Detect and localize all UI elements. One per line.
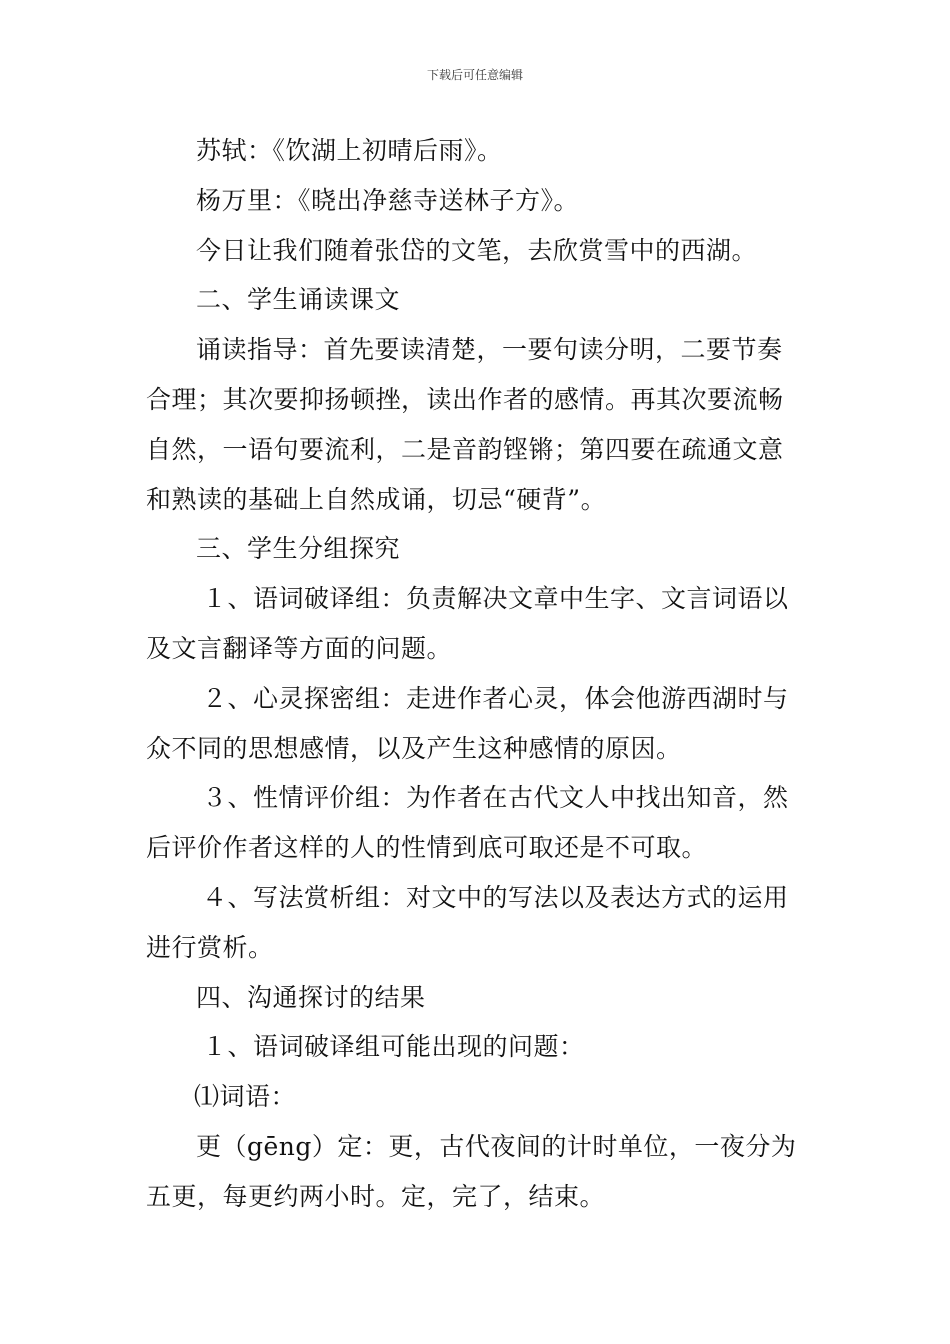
text-line: 更（gēng）定：更，古代夜间的计时单位，一夜分为 bbox=[196, 1131, 797, 1161]
text-line: 杨万里：《晓出净慈寺送林子方》。 bbox=[196, 185, 580, 215]
text-line: 众不同的思想感情，以及产生这种感情的原因。 bbox=[146, 733, 682, 763]
text-line: 诵读指导：首先要读清楚，一要句读分明，二要节奏 bbox=[196, 335, 783, 365]
list-item: ３、性情评价组：为作者在古代文人中找出知音，然 bbox=[202, 783, 789, 813]
document-body bbox=[146, 126, 810, 1222]
list-item: １、语词破译组：负责解决文章中生字、文言词语以 bbox=[202, 584, 789, 614]
list-item: １、语词破译组可能出现的问题： bbox=[202, 1032, 585, 1062]
text-line: 苏轼：《饮湖上初晴后雨》。 bbox=[196, 136, 503, 165]
text-line: 后评价作者这样的人的性情到底可取还是不可取。 bbox=[146, 833, 708, 863]
text-line: 及文言翻译等方面的问题。 bbox=[146, 633, 453, 663]
list-item: ２、心灵探密组：走进作者心灵，体会他游西湖时与 bbox=[202, 683, 789, 713]
section-heading: 三、学生分组探究 bbox=[196, 534, 401, 564]
text-line: 五更，每更约两小时。定，完了，结束。 bbox=[146, 1181, 606, 1211]
section-heading: 四、沟通探讨的结果 bbox=[196, 982, 426, 1012]
text-line: 今日让我们随着张岱的文笔，去欣赏雪中的西湖。 bbox=[196, 235, 758, 265]
text-line: 和熟读的基础上自然成诵，切忌“硬背”。 bbox=[146, 484, 607, 514]
sub-heading: ⑴词语： bbox=[194, 1082, 297, 1112]
list-item: ４、写法赏析组：对文中的写法以及表达方式的运用 bbox=[202, 882, 789, 912]
page-header-note: 下载后可任意编辑 bbox=[426, 68, 523, 82]
text-line: 自然，一语句要流利，二是音韵铿锵；第四要在疏通文意 bbox=[146, 434, 784, 464]
text-line: 合理；其次要抑扬顿挫，读出作者的感情。再其次要流畅 bbox=[146, 384, 784, 414]
section-heading: 二、学生诵读课文 bbox=[196, 285, 401, 315]
text-line: 进行赏析。 bbox=[146, 932, 274, 962]
